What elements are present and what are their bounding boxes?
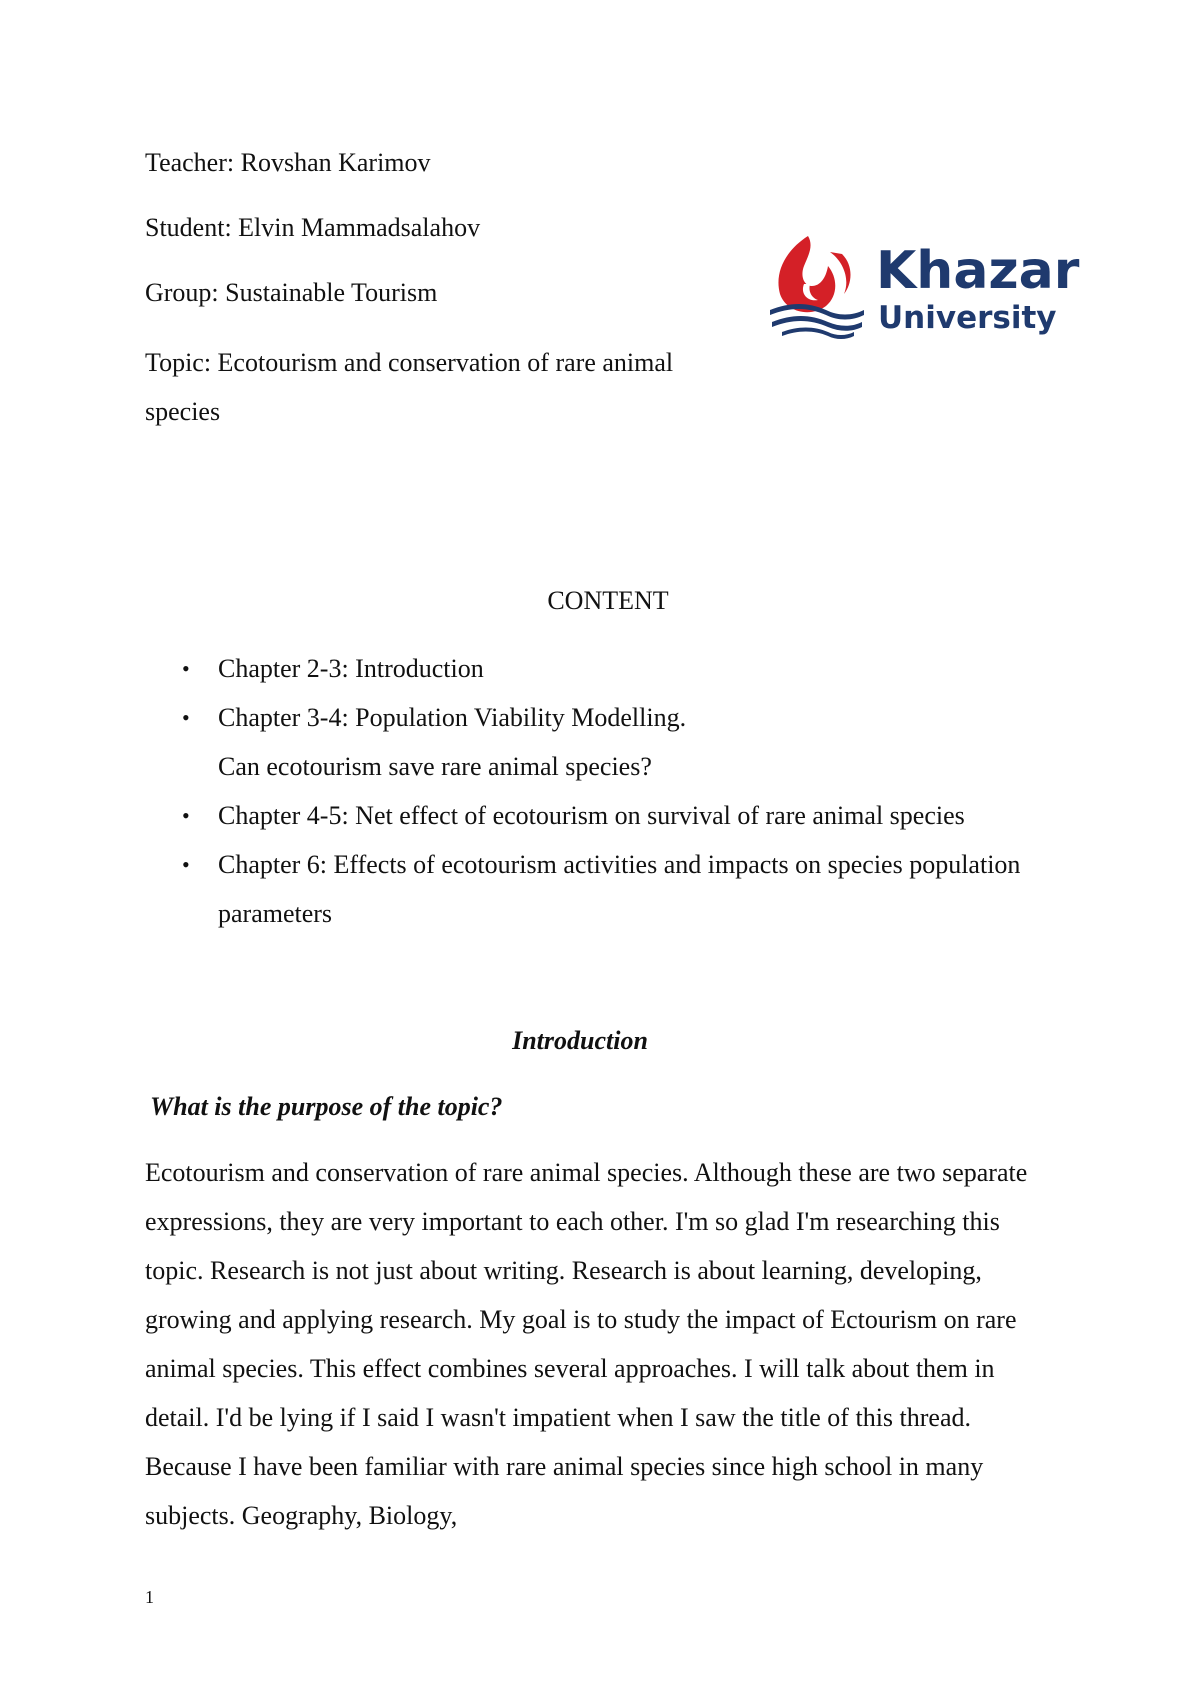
bullet-icon: • xyxy=(182,803,190,828)
topic-line: Topic: Ecotourism and conservation of rare animal species xyxy=(145,348,674,426)
page-number: 1 xyxy=(145,1587,154,1607)
student-line: Student: Elvin Mammadsalahov xyxy=(145,213,481,242)
teacher-line: Teacher: Rovshan Karimov xyxy=(145,148,431,177)
introduction-heading: Introduction xyxy=(512,1026,648,1055)
toc-item-continuation: Can ecotourism save rare animal species? xyxy=(218,752,652,781)
toc-item-text: Chapter 3-4: Population Viability Modelling. xyxy=(218,703,687,732)
toc-item-text: Chapter 6: Effects of ecotourism activities and impacts on species population parameters xyxy=(218,850,1021,928)
group-line: Group: Sustainable Tourism xyxy=(145,278,438,307)
toc-item xyxy=(178,791,1078,840)
khazar-university-logo xyxy=(768,232,1108,342)
bullet-icon: • xyxy=(182,852,190,877)
toc-item-text: Chapter 2-3: Introduction xyxy=(218,654,484,683)
introduction-paragraph: Ecotourism and conservation of rare animal species. Although these are two separate expressions, they are very important to each other. I'm so glad I'm researching this topic. Research is not just about writing. Research is about learning, developing, growing and applying research. My goal is to study the impact of Ectourism on rare animal species. This effect combines several approaches. I will talk about them in detail. I'd be lying if I said I wasn't impatient when I saw the title of this thread. Because I have been familiar with rare animal species since high school in many subjects. Geography, Biology, xyxy=(145,1158,1028,1530)
bullet-icon: • xyxy=(182,705,190,730)
toc-item xyxy=(178,693,1078,791)
purpose-question-heading: What is the purpose of the topic? xyxy=(150,1092,503,1121)
toc-item xyxy=(178,840,1078,938)
logo-text-line1: Khazar xyxy=(876,241,1080,301)
toc-item-text: Chapter 4-5: Net effect of ecotourism on survival of rare animal species xyxy=(218,801,965,830)
content-title: CONTENT xyxy=(547,586,669,615)
toc-item xyxy=(178,644,1078,693)
table-of-contents xyxy=(178,644,1078,938)
flame-icon xyxy=(770,236,864,339)
bullet-icon: • xyxy=(182,656,190,681)
logo-text-line2: University xyxy=(878,300,1057,336)
